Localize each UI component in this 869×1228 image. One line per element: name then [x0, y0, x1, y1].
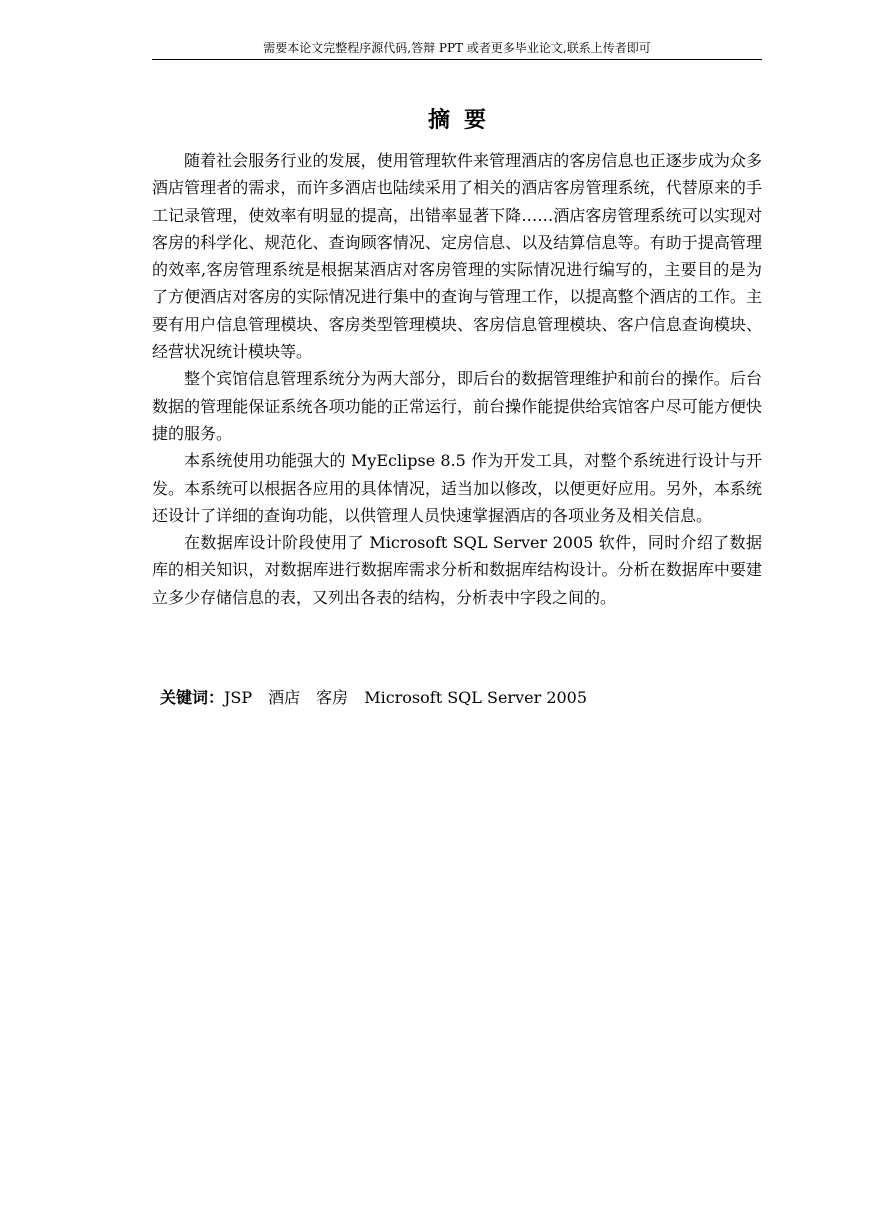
abstract-body: [152, 147, 762, 611]
header-divider: [152, 59, 762, 60]
keyword-item: 酒店: [268, 688, 301, 707]
abstract-paragraph: 随着社会服务行业的发展，使用管理软件来管理酒店的客房信息也正逐步成为众多酒店管理者的需求，而许多酒店也陆续采用了相关的酒店客房管理系统，代替原来的手工记录管理，使效率有明显的提高，出错率显著下降……酒店客房管理系统可以实现对客房的科学化、规范化、查询顾客情况、定房信息、以及结算信息等。有助于提高管理的效率,客房管理系统是根据某酒店对客房管理的实际情况进行编写的，主要目的是为了方便酒店对客房的实际情况进行集中的查询与管理工作，以提高整个酒店的工作。主要有用户信息管理模块、客房类型管理模块、客房信息管理模块、客户信息查询模块、经营状况统计模块等。: [152, 151, 762, 362]
keywords-line: [160, 684, 760, 711]
abstract-paragraph: 整个宾馆信息管理系统分为两大部分，即后台的数据管理维护和前台的操作。后台数据的管理能保证系统各项功能的正常运行，前台操作能提供给宾馆客户尽可能方便快捷的服务。: [152, 369, 762, 443]
keyword-item: JSP: [224, 688, 253, 707]
keywords-label: 关键词：: [160, 688, 225, 707]
abstract-paragraph: 在数据库设计阶段使用了 Microsoft SQL Server 2005 软件，同时介绍了数据库的相关知识，对数据库进行数据库需求分析和数据库结构设计。分析在数据库中要建立多少存储信息的表，又列出各表的结构，分析表中字段之间的。: [152, 533, 762, 607]
keyword-item: 客房: [316, 688, 349, 707]
keyword-item: Microsoft SQL Server 2005: [364, 688, 588, 707]
abstract-paragraph: 本系统使用功能强大的 MyEclipse 8.5 作为开发工具，对整个系统进行设计与开发。本系统可以根据各应用的具体情况，适当加以修改，以便更好应用。另外，本系统还设计了详细的查询功能，以供管理人员快速掌握酒店的各项业务及相关信息。: [152, 451, 762, 525]
page-title: 摘要: [427, 108, 500, 133]
page-header-note: 需要本论文完整程序源代码,答辩 PPT 或者更多毕业论文,联系上传者即可: [263, 41, 651, 55]
